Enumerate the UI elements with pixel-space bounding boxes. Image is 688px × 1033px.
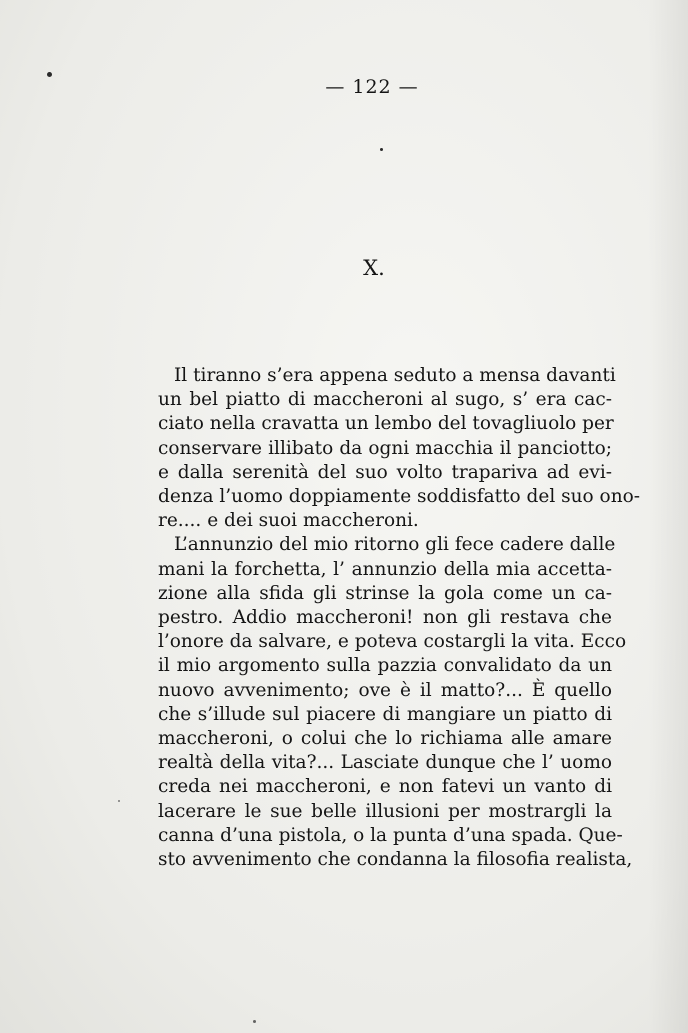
text-line: pestro. Addio maccheroni! non gli restava che [158,607,612,629]
text-line: canna d’una pistola, o la punta d’una spada. Que- [158,824,623,846]
text-line: l’onore da salvare, e poteva costargli la vita. Ecco [158,631,627,653]
text-line: L’annunzio del mio ritorno gli fece cadere dalle [174,534,616,556]
scan-speck [380,148,383,151]
chapter-heading: X. [363,256,385,280]
text-line: realtà della vita?... Lasciate dunque che l’ uomo [158,752,612,774]
page-edge-shadow [648,0,688,1033]
text-line: e dalla serenità del suo volto trapariva ad evi- [158,461,612,483]
text-line: re.... e dei suoi maccheroni. [158,510,419,532]
text-line: ciato nella cravatta un lembo del tovagliuolo per [158,413,614,435]
text-line: mani la forchetta, l’ annunzio della mia accetta- [158,558,612,580]
text-line: lacerare le sue belle illusioni per mostrargli la [158,800,612,822]
scan-speck [253,1020,256,1023]
scan-speck [118,800,120,802]
text-line: maccheroni, o colui che lo richiama alle amare [158,728,612,750]
text-line: conservare illibato da ogni macchia il panciotto; [158,437,612,459]
text-line: nuovo avvenimento; ove è il matto?... È quello [158,679,612,701]
text-line: il mio argomento sulla pazzia convalidato da un [158,655,612,677]
body-text [158,364,641,872]
scan-speck [47,72,52,77]
page-number: — 122 — [325,76,419,98]
text-line: Il tiranno s’era appena seduto a mensa davanti [174,365,616,386]
text-line: creda nei maccheroni, e non fatevi un vanto di [158,776,612,798]
text-line: denza l’uomo doppiamente soddisfatto del suo ono- [158,486,641,508]
text-line: sto avvenimento che condanna la filosofia realista, [158,849,633,871]
text-line: che s’illude sul piacere di mangiare un piatto di [158,703,612,725]
text-line: un bel piatto di maccheroni al sugo, s’ era cac- [158,389,612,411]
text-line: zione alla sfida gli strinse la gola come un ca- [158,582,612,604]
